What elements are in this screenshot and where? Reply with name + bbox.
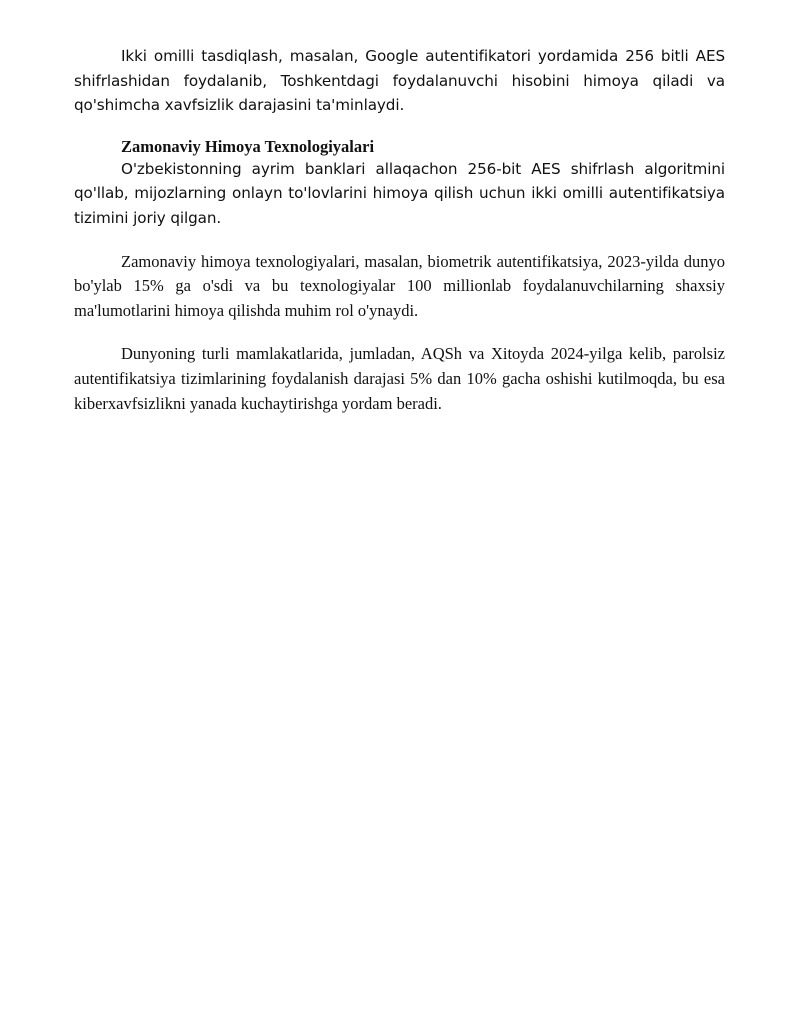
section-heading: Zamonaviy Himoya Texnologiyalari bbox=[121, 136, 375, 156]
paragraph-two-factor-intro: Ikki omilli tasdiqlash, masalan, Google autentifikatori yordamida 256 bitli AES shifrlashidan foydalanib, Toshkentdagi foydalanuvchi hisobini himoya qiladi va qo'shimcha xavfsizlik darajasini ta'minlaydi. bbox=[74, 47, 725, 115]
paragraph-biometric-growth: Zamonaviy himoya texnologiyalari, masalan, biometrik autentifikatsiya, 2023-yilda dunyo bo'ylab 15% ga o'sdi va bu texnologiyalar 100 millionlab foydalanuvchilarning shaxsiy ma'lumotlarini himoya qilishda muhim rol o'ynaydi. bbox=[74, 251, 725, 320]
paragraph-uzbek-banks: O'zbekistonning ayrim banklari allaqachon 256-bit AES shifrlash algoritmini qo'llab, mijozlarning onlayn to'lovlarini himoya qilish uchun ikki omilli autentifikatsiya tizimini joriy qilgan. bbox=[74, 159, 725, 227]
document-body bbox=[74, 44, 725, 435]
paragraph-passwordless-forecast: Dunyoning turli mamlakatlarida, jumladan, AQSh va Xitoyda 2024-yilga kelib, parolsiz autentifikatsiya tizimlarining foydalanish darajasi 5% dan 10% gacha oshishi kutilmoqda, bu esa kiberxavfsizlikni yanada kuchaytirishga yordam beradi. bbox=[74, 344, 725, 413]
